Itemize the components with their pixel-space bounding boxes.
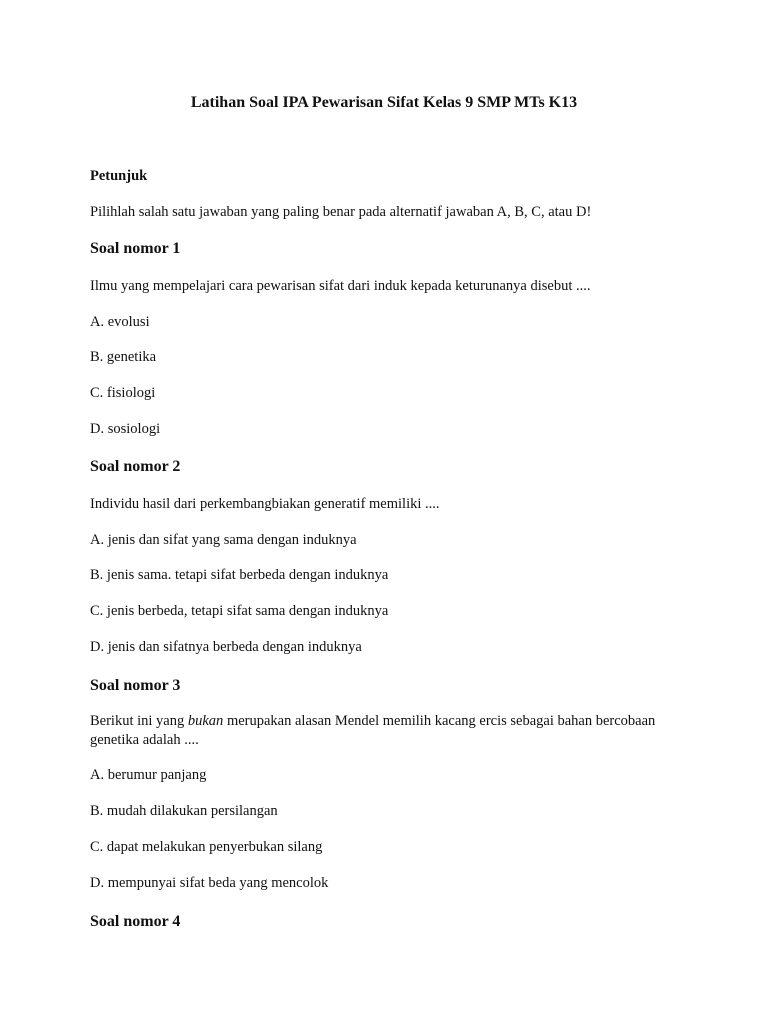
question-1-option-d: D. sosiologi (90, 421, 161, 437)
question-3-option-b: B. mudah dilakukan persilangan (90, 803, 278, 819)
question-1-heading: Soal nomor 1 (90, 240, 181, 257)
question-1-option-c: C. fisiologi (90, 385, 156, 401)
question-2-option-a: A. jenis dan sifat yang sama dengan induknya (90, 532, 357, 548)
question-4-heading: Soal nomor 4 (90, 913, 181, 930)
question-1-text: Ilmu yang mempelajari cara pewarisan sifat dari induk kepada keturunanya disebut .... (90, 278, 591, 294)
question-2-text: Individu hasil dari perkembangbiakan generatif memiliki .... (90, 496, 440, 512)
question-3-text-emphasis: bukan (187, 713, 224, 729)
question-3-option-a: A. berumur panjang (90, 767, 207, 783)
document-title: Latihan Soal IPA Pewarisan Sifat Kelas 9 SMP MTs K13 (190, 94, 578, 111)
question-1-option-a: A. evolusi (90, 314, 150, 330)
question-3-option-c: C. dapat melakukan penyerbukan silang (90, 839, 323, 855)
question-3-option-d: D. mempunyai sifat beda yang mencolok (90, 875, 329, 891)
instruction-text: Pilihlah salah satu jawaban yang paling benar pada alternatif jawaban A, B, C, atau D! (90, 204, 592, 220)
instruction-label: Petunjuk (90, 168, 148, 184)
question-3-text (90, 712, 690, 750)
question-3-text-before: Berikut ini yang (90, 713, 188, 729)
question-3-text-after: merupakan alasan Mendel memilih kacang ercis sebagai bahan bercobaan genetika adalah .... (90, 713, 656, 748)
question-2-heading: Soal nomor 2 (90, 458, 181, 475)
question-2-option-d: D. jenis dan sifatnya berbeda dengan induknya (90, 639, 362, 655)
question-2-option-b: B. jenis sama. tetapi sifat berbeda dengan induknya (90, 567, 389, 583)
question-3-heading: Soal nomor 3 (90, 677, 181, 694)
question-1-option-b: B. genetika (90, 349, 157, 365)
question-2-option-c: C. jenis berbeda, tetapi sifat sama dengan induknya (90, 603, 389, 619)
